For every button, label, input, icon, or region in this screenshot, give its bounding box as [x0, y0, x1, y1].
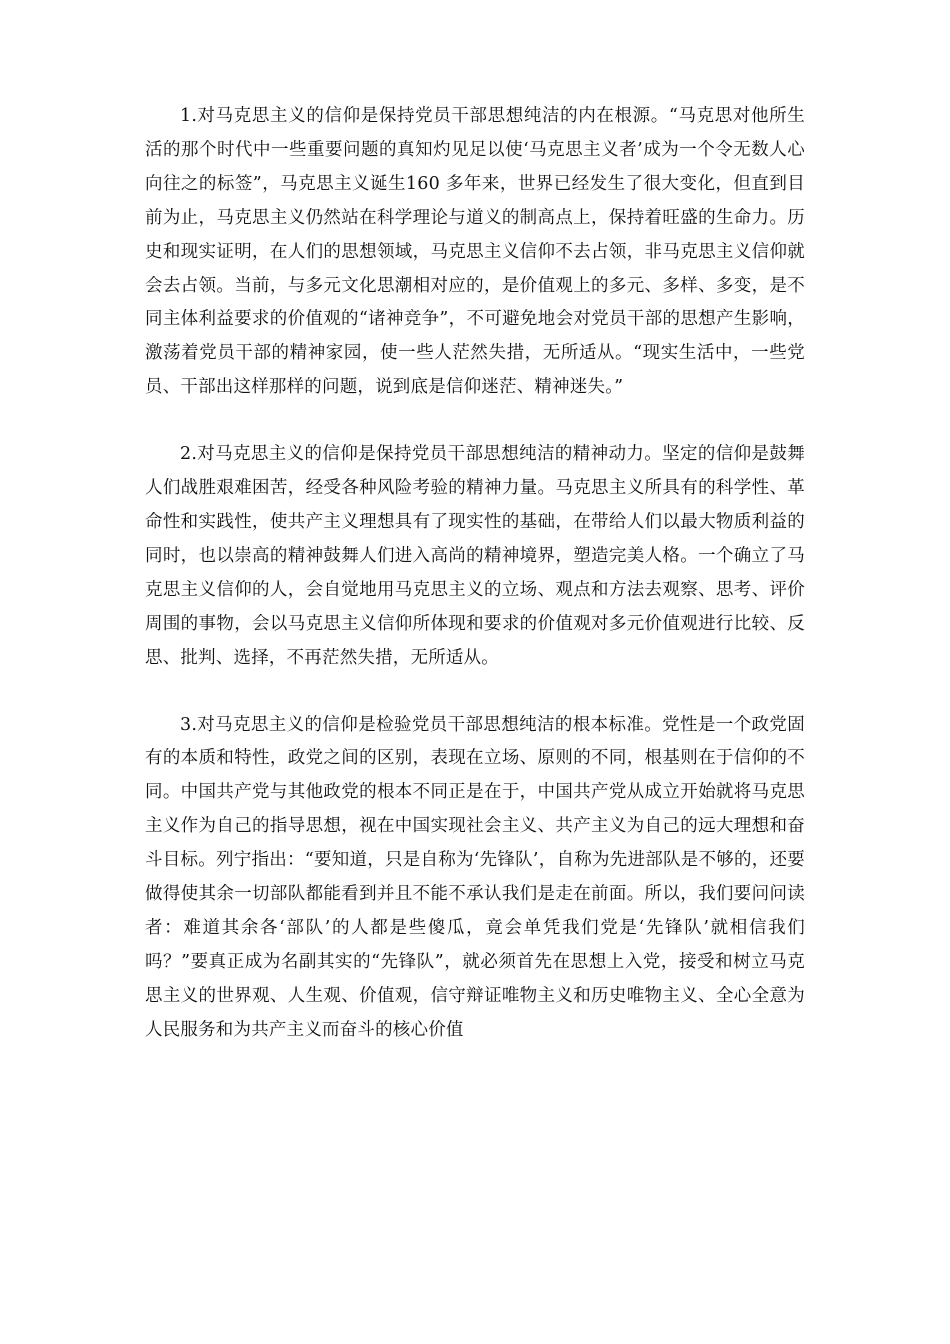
paragraph-3: 3.对马克思主义的信仰是检验党员干部思想纯洁的根本标准。党性是一个政党固有的本质和特性，政党之间的区别，表现在立场、原则的不同，根基则在于信仰的不同。中国共产党与其他政党的根本不同正是在于，中国共产党从成立开始就将马克思主义作为自己的指导思想，视在中国实现社会主义、共产主义为自己的远大理想和奋斗目标。列宁指出：“要知道，只是自称为‘先锋队’，自称为先进部队是不够的，还要做得使其余一切部队都能看到并且不能不承认我们是走在前面。所以，我们要问问读者：难道其余各‘部队’的人都是些傻瓜，竟会单凭我们党是‘先锋队’就相信我们吗？”要真正成为名副其实的“先锋队”，就必须首先在思想上入党，接受和树立马克思主义的世界观、人生观、价值观，信守辩证唯物主义和历史唯物主义、全心全意为人民服务和为共产主义而奋斗的核心价值: [145, 714, 805, 1040]
document-page: [145, 100, 805, 1048]
paragraph-1: 1.对马克思主义的信仰是保持党员干部思想纯洁的内在根源。“马克思对他所生活的那个时代中一些重要问题的真知灼见足以使‘马克思主义者’成为一个令无数人心向往之的标签”，马克思主义诞生160 多年来，世界已经发生了很大变化，但直到目前为止，马克思主义仍然站在科学理论与道义的制高点上，保持着旺盛的生命力。历史和现实证明，在人们的思想领域，马克思主义信仰不去占领，非马克思主义信仰就会去占领。当前，与多元文化思潮相对应的，是价值观上的多元、多样、多变，是不同主体利益要求的价值观的“诸神竞争”，不可避免地会对党员干部的思想产生影响，激荡着党员干部的精神家园，使一些人茫然失措，无所适从。“现实生活中，一些党员、干部出这样那样的问题，说到底是信仰迷茫、精神迷失。”: [145, 106, 805, 398]
paragraph-2: 2.对马克思主义的信仰是保持党员干部思想纯洁的精神动力。坚定的信仰是鼓舞人们战胜艰难困苦，经受各种风险考验的精神力量。马克思主义所具有的科学性、革命性和实践性，使共产主义理想具有了现实性的基础，在带给人们以最大物质利益的同时，也以崇高的精神鼓舞人们进入高尚的精神境界，塑造完美人格。一个确立了马克思主义信仰的人，会自觉地用马克思主义的立场、观点和方法去观察、思考、评价周围的事物，会以马克思主义信仰所体现和要求的价值观对多元价值观进行比较、反思、批判、选择，不再茫然失措，无所适从。: [145, 444, 805, 668]
